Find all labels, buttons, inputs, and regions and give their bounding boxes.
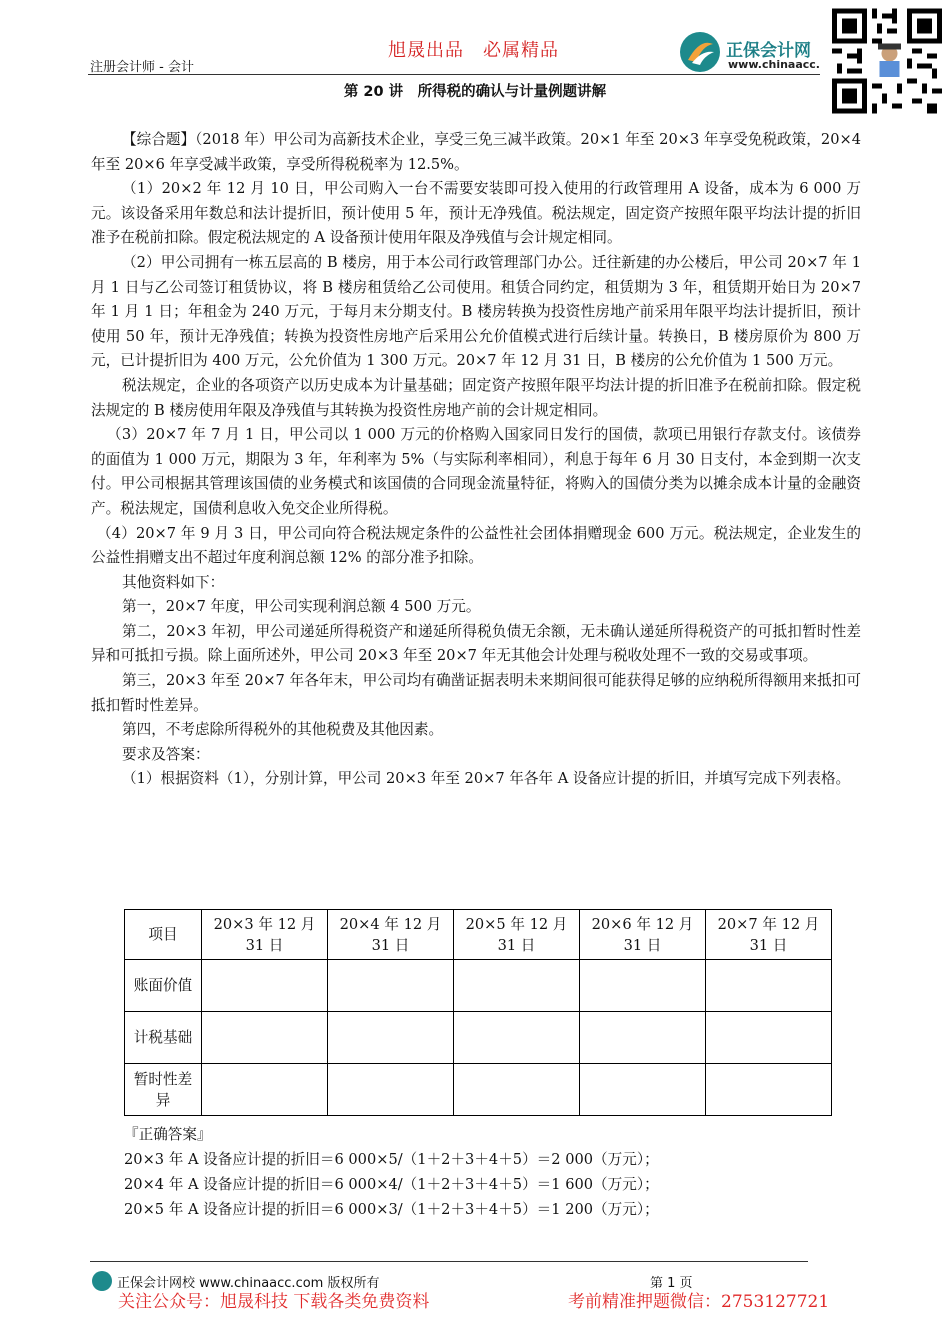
logo-url: www.chinaacc. — [728, 58, 820, 71]
paragraph-material-1: （1）20×2 年 12 月 10 日，甲公司购入一台不需要安装即可投入使用的行政管理用 A 设备，成本为 6 000 万元。该设备采用年数总和法计提折旧，预计使用 5 年，预计无净残值。税法规定，固定资产按照年限平均法计提的折旧准予在税前扣除。假定税法规定的 A 设备预计使用年限及净残值与会计规定相同。 — [91, 180, 861, 247]
row-label: 计税基础 — [125, 1012, 202, 1064]
table-header-cell: 20×4 年 12 月 31 日 — [328, 910, 454, 960]
logo-emblem-icon — [680, 32, 720, 72]
answer-line: 20×5 年 A 设备应计提的折旧＝6 000×3/（1＋2＋3＋4＋5）＝1 200（万元）； — [124, 1201, 659, 1218]
footer-copyright: 正保会计网校 www.chinaacc.com 版权所有 — [117, 1276, 380, 1291]
paragraph-intro: 【综合题】（2018 年）甲公司为高新技术企业，享受三免三减半政策。20×1 年至 20×3 年享受免税政策，20×4 年至 20×6 年享受减半政策，享受所得税税率为 12.5%。 — [91, 131, 861, 173]
table-cell — [202, 1012, 328, 1064]
paragraph-fourth: 第四，不考虑除所得税外的其他税费及其他因素。 — [122, 721, 444, 739]
table-cell — [454, 1064, 580, 1116]
paragraph-other-info: 其他资料如下： — [122, 573, 225, 591]
bottom-watermark-left: 关注公众号：旭晟科技 下载各类免费资料 — [118, 1292, 430, 1312]
table-cell — [580, 960, 706, 1012]
table-cell — [706, 960, 832, 1012]
depreciation-table — [124, 909, 832, 1116]
top-watermark: 旭晟出品 必属精品 — [388, 40, 559, 61]
table-header-cell: 20×6 年 12 月 31 日 — [580, 910, 706, 960]
table-cell — [454, 1012, 580, 1064]
table-cell — [706, 1064, 832, 1116]
table-row — [125, 1064, 832, 1116]
lecture-title: 第 20 讲 所得税的确认与计量例题讲解 — [343, 84, 607, 100]
table-cell — [454, 960, 580, 1012]
table-row — [125, 960, 832, 1012]
footer-logo-icon — [92, 1271, 112, 1291]
table-header-row — [125, 910, 832, 960]
table-cell — [706, 1012, 832, 1064]
answer-section — [124, 1122, 824, 1222]
table-cell — [328, 1064, 454, 1116]
table-row — [125, 1012, 832, 1064]
paragraph-second: 第二，20×3 年初，甲公司递延所得税资产和递延所得税负债无余额，无未确认递延所得税资产的可抵扣暂时性差异和可抵扣亏损。除上面所述外，甲公司 20×3 年至 20×7 年无其他会计处理与税收处理不一致的交易或事项。 — [91, 622, 861, 665]
paragraph-material-3: （3）20×7 年 7 月 1 日，甲公司以 1 000 万元的价格购入国家同日发行的国债，款项已用银行存款支付。该债券的面值为 1 000 万元，期限为 3 年，年利率为 5%（与实际利率相同），利息于每年 6 月 30 日支付，本金到期一次支付。甲公司根据其管理该国债的业务模式和该国债的合同现金流量特征，将购入的国债分类为以摊余成本计量的金融资产。税法规定，国债利息收入免交企业所得税。 — [91, 426, 861, 517]
answer-label: 『正确答案』 — [124, 1126, 212, 1143]
paragraph-tax-rule: 税法规定，企业的各项资产以历史成本为计量基础；固定资产按照年限平均法计提的折旧准予在税前扣除。假定税法规定的 B 楼房使用年限及净残值与其转换为投资性房地产前的会计规定相同。 — [91, 376, 861, 419]
paragraph-first: 第一，20×7 年度，甲公司实现利润总额 4 500 万元。 — [122, 598, 481, 616]
answer-line: 20×4 年 A 设备应计提的折旧＝6 000×4/（1＋2＋3＋4＋5）＝1 600（万元）； — [124, 1176, 659, 1193]
paragraph-material-2: （2）甲公司拥有一栋五层高的 B 楼房，用于本公司行政管理部门办公。迁往新建的办公楼后，甲公司 20×7 年 1 月 1 日与乙公司签订租赁协议，将 B 楼房租赁给乙公司使用。租赁合同约定，租赁期为 3 年，租赁期开始日为 20×7 年 1 月 1 日；年租金为 240 万元，于每月末分期支付。B 楼房转换为投资性房地产前采用年限平均法计提折旧，预计使用 50 年，预计无净残值；转换为投资性房地产后采用公允价值模式进行后续计量。转换日，B 楼房原价为 800 万元，已计提折旧为 400 万元，公允价值为 1 300 万元。20×7 年 12 月 31 日，B 楼房的公允价值为 1 500 万元。 — [91, 253, 861, 370]
page-number: 第 1 页 — [650, 1276, 693, 1291]
paragraph-material-4: （4）20×7 年 9 月 3 日，甲公司向符合税法规定条件的公益性社会团体捐赠现金 600 万元。税法规定，企业发生的公益性捐赠支出不超过年度利润总额 12% 的部分准予扣除。 — [91, 524, 861, 567]
question-body — [91, 128, 861, 792]
table-header-cell: 项目 — [125, 910, 202, 960]
table-header-cell: 20×7 年 12 月 31 日 — [706, 910, 832, 960]
brand-logo — [680, 30, 830, 74]
table-cell — [580, 1064, 706, 1116]
footer-divider — [90, 1261, 808, 1262]
paragraph-third: 第三，20×3 年至 20×7 年各年末，甲公司均有确凿证据表明未来期间很可能获得足够的应纳税所得额用来抵扣可抵扣暂时性差异。 — [91, 672, 861, 714]
logo-name: 正保会计网 — [726, 41, 811, 61]
row-label: 账面价值 — [125, 960, 202, 1012]
paragraph-requirement-1: （1）根据资料（1），分别计算，甲公司 20×3 年至 20×7 年各年 A 设备应计提的折旧，并填写完成下列表格。 — [122, 770, 851, 788]
table-header-cell: 20×5 年 12 月 31 日 — [454, 910, 580, 960]
table-header-cell: 20×3 年 12 月 31 日 — [202, 910, 328, 960]
table-cell — [328, 1012, 454, 1064]
table-cell — [328, 960, 454, 1012]
row-label: 暂时性差异 — [125, 1064, 202, 1116]
paragraph-requirements: 要求及答案： — [122, 745, 210, 763]
header-divider — [88, 74, 820, 75]
course-name: 注册会计师 - 会计 — [90, 60, 194, 75]
answer-line: 20×3 年 A 设备应计提的折旧＝6 000×5/（1＋2＋3＋4＋5）＝2 000（万元）； — [124, 1151, 659, 1168]
table-cell — [580, 1012, 706, 1064]
table-cell — [202, 960, 328, 1012]
bottom-watermark-right: 考前精准押题微信：2753127721 — [568, 1292, 830, 1312]
table-cell — [202, 1064, 328, 1116]
